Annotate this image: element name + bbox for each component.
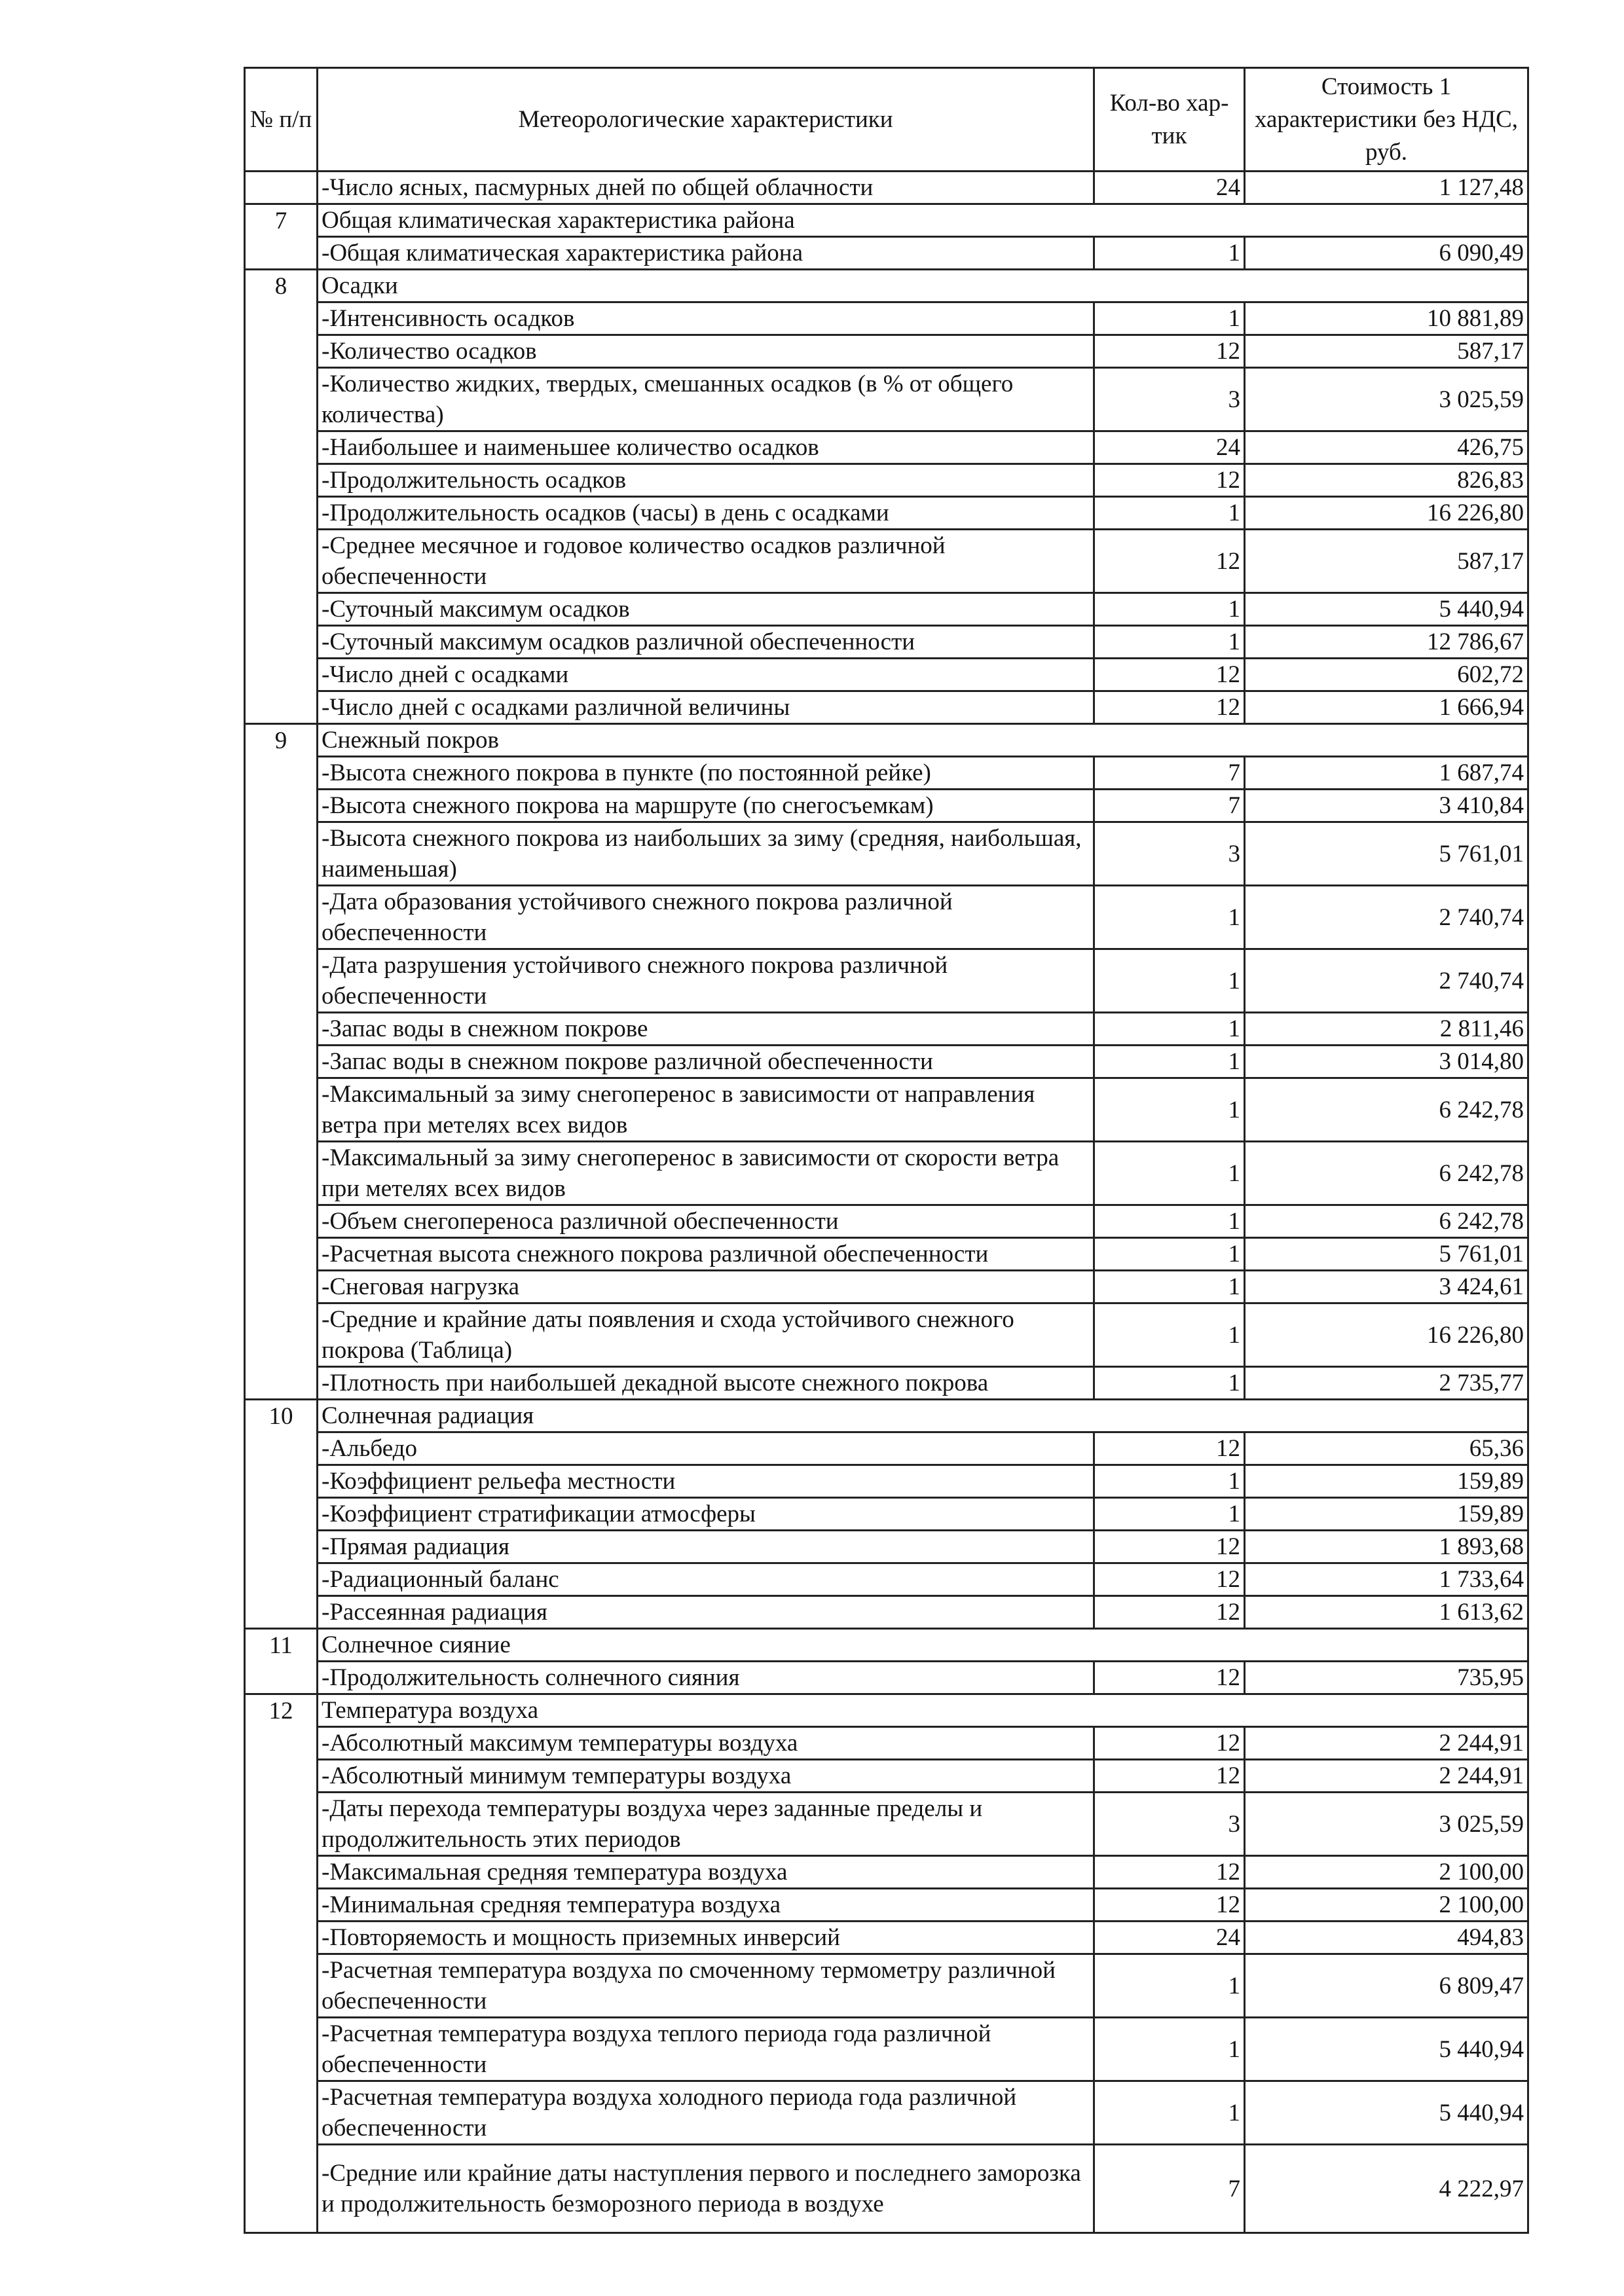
row-count — [1094, 204, 1245, 237]
row-num — [245, 790, 318, 822]
row-name: -Среднее месячное и годовое количество осадков различной обеспеченности — [318, 530, 1094, 593]
table-row — [245, 1367, 1528, 1400]
row-count — [1094, 1629, 1245, 1662]
row-name: -Средние или крайние даты наступления первого и последнего заморозка и продолжительность безморозного периода в воздухе — [318, 2145, 1094, 2233]
row-name: Снежный покров — [318, 724, 1094, 757]
table-row — [245, 593, 1528, 626]
row-count: 1 — [1094, 1367, 1245, 1400]
row-count: 1 — [1094, 1238, 1245, 1271]
row-name: -Запас воды в снежном покрове различной обеспеченности — [318, 1046, 1094, 1078]
row-count: 7 — [1094, 2145, 1245, 2233]
row-num — [245, 626, 318, 659]
row-count: 12 — [1094, 464, 1245, 497]
row-price: 2 735,77 — [1245, 1367, 1528, 1400]
table-row — [245, 1465, 1528, 1498]
row-name: -Расчетная температура воздуха по смоченному термометру различной обеспеченности — [318, 1954, 1094, 2018]
table-row — [245, 1922, 1528, 1954]
row-count: 1 — [1094, 949, 1245, 1013]
row-num — [245, 2145, 318, 2233]
row-price: 6 242,78 — [1245, 1078, 1528, 1142]
row-name: -Средние и крайние даты появления и схода устойчивого снежного покрова (Таблица) — [318, 1303, 1094, 1367]
table-row — [245, 2145, 1528, 2233]
table-row — [245, 530, 1528, 593]
row-name: -Снеговая нагрузка — [318, 1271, 1094, 1303]
row-name: -Рассеянная радиация — [318, 1596, 1094, 1629]
table-row — [245, 1432, 1528, 1465]
table-header — [245, 68, 1528, 172]
row-name: -Коэффициент рельефа местности — [318, 1465, 1094, 1498]
row-name: -Число ясных, пасмурных дней по общей облачности — [318, 172, 1094, 204]
table-row — [245, 497, 1528, 530]
table-row — [245, 237, 1528, 270]
section-row — [245, 270, 1528, 302]
row-count: 1 — [1094, 2081, 1245, 2145]
row-price: 2 100,00 — [1245, 1889, 1528, 1922]
row-num: 12 — [245, 1694, 318, 1727]
row-count: 1 — [1094, 1046, 1245, 1078]
row-price: 3 025,59 — [1245, 1793, 1528, 1856]
row-price: 16 226,80 — [1245, 497, 1528, 530]
table-row — [245, 626, 1528, 659]
row-num — [245, 1367, 318, 1400]
section-row — [245, 1629, 1528, 1662]
header-count: Кол-во хар-тик — [1094, 68, 1245, 172]
row-price — [1245, 1694, 1528, 1727]
row-count: 1 — [1094, 1078, 1245, 1142]
section-row — [245, 1400, 1528, 1432]
row-price: 2 811,46 — [1245, 1013, 1528, 1046]
row-num — [245, 1205, 318, 1238]
row-num — [245, 886, 318, 949]
row-name: -Высота снежного покрова из наибольших за зиму (средняя, наибольшая, наименьшая) — [318, 822, 1094, 886]
row-price — [1245, 270, 1528, 302]
table-row — [245, 1498, 1528, 1531]
row-count — [1094, 1694, 1245, 1727]
table-row — [245, 1303, 1528, 1367]
row-price: 6 242,78 — [1245, 1142, 1528, 1205]
row-count: 1 — [1094, 237, 1245, 270]
table-row — [245, 335, 1528, 368]
row-count: 24 — [1094, 1922, 1245, 1954]
table-row — [245, 1078, 1528, 1142]
row-name: Солнечное сияние — [318, 1629, 1094, 1662]
table-row — [245, 1889, 1528, 1922]
row-name: -Расчетная температура воздуха холодного периода года различной обеспеченности — [318, 2081, 1094, 2145]
table-row — [245, 1954, 1528, 2018]
table-row — [245, 886, 1528, 949]
row-num — [245, 1465, 318, 1498]
row-count: 1 — [1094, 2018, 1245, 2081]
row-price — [1245, 1400, 1528, 1432]
row-price: 2 740,74 — [1245, 949, 1528, 1013]
row-count: 12 — [1094, 1856, 1245, 1889]
row-name: -Повторяемость и мощность приземных инверсий — [318, 1922, 1094, 1954]
row-count: 1 — [1094, 497, 1245, 530]
row-count: 24 — [1094, 431, 1245, 464]
row-count: 1 — [1094, 886, 1245, 949]
row-count: 1 — [1094, 593, 1245, 626]
row-count: 1 — [1094, 1205, 1245, 1238]
row-name: -Коэффициент стратификации атмосферы — [318, 1498, 1094, 1531]
row-count: 1 — [1094, 626, 1245, 659]
row-count: 12 — [1094, 1662, 1245, 1694]
table-row — [245, 691, 1528, 724]
row-price: 159,89 — [1245, 1465, 1528, 1498]
row-price: 1 687,74 — [1245, 757, 1528, 790]
row-price: 587,17 — [1245, 335, 1528, 368]
row-num — [245, 659, 318, 691]
table-row — [245, 464, 1528, 497]
row-num — [245, 1922, 318, 1954]
row-count: 7 — [1094, 790, 1245, 822]
table-row — [245, 302, 1528, 335]
row-price — [1245, 204, 1528, 237]
row-name: -Максимальный за зиму снегоперенос в зависимости от направления ветра при метелях всех видов — [318, 1078, 1094, 1142]
row-num — [245, 172, 318, 204]
row-num — [245, 1954, 318, 2018]
row-num — [245, 1303, 318, 1367]
row-num — [245, 1856, 318, 1889]
row-num: 7 — [245, 204, 318, 237]
row-name: -Максимальный за зиму снегоперенос в зависимости от скорости ветра при метелях всех видов — [318, 1142, 1094, 1205]
row-num — [245, 1727, 318, 1760]
row-name: -Интенсивность осадков — [318, 302, 1094, 335]
row-count: 1 — [1094, 1303, 1245, 1367]
row-price: 12 786,67 — [1245, 626, 1528, 659]
row-name: Общая климатическая характеристика района — [318, 204, 1094, 237]
row-num — [245, 368, 318, 431]
row-num — [245, 431, 318, 464]
row-name: -Число дней с осадками различной величины — [318, 691, 1094, 724]
row-count: 12 — [1094, 335, 1245, 368]
row-count: 12 — [1094, 659, 1245, 691]
row-count: 24 — [1094, 172, 1245, 204]
row-price: 159,89 — [1245, 1498, 1528, 1531]
table-row — [245, 1142, 1528, 1205]
row-count: 1 — [1094, 1271, 1245, 1303]
row-name: -Максимальная средняя температура воздуха — [318, 1856, 1094, 1889]
row-price: 3 424,61 — [1245, 1271, 1528, 1303]
row-price: 2 244,91 — [1245, 1760, 1528, 1793]
row-name: -Количество жидких, твердых, смешанных осадков (в % от общего количества) — [318, 368, 1094, 431]
row-name: -Даты перехода температуры воздуха через заданные пределы и продолжительность этих периодов — [318, 1793, 1094, 1856]
row-num — [245, 1760, 318, 1793]
table-row — [245, 1563, 1528, 1596]
row-num — [245, 1596, 318, 1629]
section-row — [245, 204, 1528, 237]
row-num — [245, 2081, 318, 2145]
row-count: 12 — [1094, 1563, 1245, 1596]
row-name: -Дата разрушения устойчивого снежного покрова различной обеспеченности — [318, 949, 1094, 1013]
row-count: 1 — [1094, 1498, 1245, 1531]
row-count: 12 — [1094, 1889, 1245, 1922]
row-price: 10 881,89 — [1245, 302, 1528, 335]
row-price: 2 244,91 — [1245, 1727, 1528, 1760]
row-price: 1 127,48 — [1245, 172, 1528, 204]
row-num — [245, 497, 318, 530]
row-price: 1 893,68 — [1245, 1531, 1528, 1563]
row-num — [245, 1531, 318, 1563]
row-price: 6 809,47 — [1245, 1954, 1528, 2018]
header-price: Стоимость 1 характеристики без НДС, руб. — [1245, 68, 1528, 172]
table-row — [245, 1856, 1528, 1889]
row-price: 2 740,74 — [1245, 886, 1528, 949]
row-name: -Прямая радиация — [318, 1531, 1094, 1563]
row-name: -Высота снежного покрова в пункте (по постоянной рейке) — [318, 757, 1094, 790]
row-name: -Суточный максимум осадков различной обеспеченности — [318, 626, 1094, 659]
table-row — [245, 1596, 1528, 1629]
table-row — [245, 1727, 1528, 1760]
row-price: 1 666,94 — [1245, 691, 1528, 724]
row-count: 12 — [1094, 530, 1245, 593]
row-price: 587,17 — [1245, 530, 1528, 593]
row-num — [245, 1142, 318, 1205]
row-name: -Расчетная высота снежного покрова различной обеспеченности — [318, 1238, 1094, 1271]
row-count: 12 — [1094, 1727, 1245, 1760]
row-price — [1245, 1629, 1528, 1662]
row-name: Солнечная радиация — [318, 1400, 1094, 1432]
table-row — [245, 1205, 1528, 1238]
table-row — [245, 1760, 1528, 1793]
row-name: -Дата образования устойчивого снежного покрова различной обеспеченности — [318, 886, 1094, 949]
row-count: 12 — [1094, 1531, 1245, 1563]
row-name: -Продолжительность солнечного сияния — [318, 1662, 1094, 1694]
row-count — [1094, 724, 1245, 757]
row-price: 5 761,01 — [1245, 1238, 1528, 1271]
row-price: 5 440,94 — [1245, 2081, 1528, 2145]
row-num — [245, 1662, 318, 1694]
row-num — [245, 335, 318, 368]
row-num — [245, 757, 318, 790]
row-price: 4 222,97 — [1245, 2145, 1528, 2233]
row-num — [245, 691, 318, 724]
table-row — [245, 1662, 1528, 1694]
table-row — [245, 1046, 1528, 1078]
row-name: -Абсолютный максимум температуры воздуха — [318, 1727, 1094, 1760]
row-price: 735,95 — [1245, 1662, 1528, 1694]
table-row — [245, 1238, 1528, 1271]
row-price: 602,72 — [1245, 659, 1528, 691]
header-num: № п/п — [245, 68, 318, 172]
row-name: -Радиационный баланс — [318, 1563, 1094, 1596]
row-count: 1 — [1094, 302, 1245, 335]
row-name: Осадки — [318, 270, 1094, 302]
row-name: -Число дней с осадками — [318, 659, 1094, 691]
table-row — [245, 2018, 1528, 2081]
row-num — [245, 530, 318, 593]
row-count: 12 — [1094, 1760, 1245, 1793]
row-price: 65,36 — [1245, 1432, 1528, 1465]
row-count: 1 — [1094, 1954, 1245, 2018]
row-count: 1 — [1094, 1142, 1245, 1205]
row-num — [245, 1271, 318, 1303]
row-price: 2 100,00 — [1245, 1856, 1528, 1889]
row-price: 826,83 — [1245, 464, 1528, 497]
row-price: 5 440,94 — [1245, 593, 1528, 626]
row-name: -Минимальная средняя температура воздуха — [318, 1889, 1094, 1922]
row-num — [245, 1563, 318, 1596]
row-price: 3 025,59 — [1245, 368, 1528, 431]
row-num — [245, 464, 318, 497]
row-num — [245, 822, 318, 886]
row-count: 1 — [1094, 1013, 1245, 1046]
table-row — [245, 368, 1528, 431]
table-row — [245, 790, 1528, 822]
table-row — [245, 949, 1528, 1013]
row-name: -Высота снежного покрова на маршруте (по снегосъемкам) — [318, 790, 1094, 822]
row-num — [245, 1238, 318, 1271]
row-name: -Количество осадков — [318, 335, 1094, 368]
table-row — [245, 1793, 1528, 1856]
row-num — [245, 1432, 318, 1465]
row-name: -Общая климатическая характеристика района — [318, 237, 1094, 270]
row-price — [1245, 724, 1528, 757]
row-num — [245, 1793, 318, 1856]
table-row — [245, 172, 1528, 204]
row-name: -Расчетная температура воздуха теплого периода года различной обеспеченности — [318, 2018, 1094, 2081]
row-price: 1 733,64 — [1245, 1563, 1528, 1596]
row-count: 3 — [1094, 1793, 1245, 1856]
table-body — [245, 172, 1528, 2233]
section-row — [245, 1694, 1528, 1727]
row-price: 3 014,80 — [1245, 1046, 1528, 1078]
row-name: -Наибольшее и наименьшее количество осадков — [318, 431, 1094, 464]
table-row — [245, 1013, 1528, 1046]
row-num: 10 — [245, 1400, 318, 1432]
row-num: 11 — [245, 1629, 318, 1662]
table-row — [245, 1531, 1528, 1563]
row-num — [245, 593, 318, 626]
row-price: 1 613,62 — [1245, 1596, 1528, 1629]
table-row — [245, 659, 1528, 691]
row-name: -Абсолютный минимум температуры воздуха — [318, 1760, 1094, 1793]
row-num — [245, 1889, 318, 1922]
row-price: 5 761,01 — [1245, 822, 1528, 886]
row-name: -Плотность при наибольшей декадной высоте снежного покрова — [318, 1367, 1094, 1400]
row-name: -Суточный максимум осадков — [318, 593, 1094, 626]
table-row — [245, 757, 1528, 790]
row-count: 12 — [1094, 691, 1245, 724]
row-name: -Объем снегопереноса различной обеспеченности — [318, 1205, 1094, 1238]
row-num — [245, 302, 318, 335]
row-count: 1 — [1094, 1465, 1245, 1498]
row-count — [1094, 270, 1245, 302]
row-count: 3 — [1094, 368, 1245, 431]
row-name: -Альбедо — [318, 1432, 1094, 1465]
meteo-characteristics-table — [244, 67, 1529, 2234]
row-count: 12 — [1094, 1596, 1245, 1629]
header-name: Метеорологические характеристики — [318, 68, 1094, 172]
row-num: 9 — [245, 724, 318, 757]
row-num — [245, 1498, 318, 1531]
row-price: 6 242,78 — [1245, 1205, 1528, 1238]
row-num — [245, 237, 318, 270]
row-name: -Продолжительность осадков — [318, 464, 1094, 497]
row-price: 494,83 — [1245, 1922, 1528, 1954]
row-num: 8 — [245, 270, 318, 302]
row-name: -Запас воды в снежном покрове — [318, 1013, 1094, 1046]
row-count: 3 — [1094, 822, 1245, 886]
section-row — [245, 724, 1528, 757]
table-row — [245, 2081, 1528, 2145]
table-row — [245, 822, 1528, 886]
row-num — [245, 949, 318, 1013]
table-row — [245, 431, 1528, 464]
row-count: 7 — [1094, 757, 1245, 790]
row-price: 6 090,49 — [1245, 237, 1528, 270]
row-price: 426,75 — [1245, 431, 1528, 464]
row-price: 5 440,94 — [1245, 2018, 1528, 2081]
row-name: Температура воздуха — [318, 1694, 1094, 1727]
row-count: 12 — [1094, 1432, 1245, 1465]
row-count — [1094, 1400, 1245, 1432]
row-num — [245, 1046, 318, 1078]
row-num — [245, 1013, 318, 1046]
row-num — [245, 1078, 318, 1142]
row-name: -Продолжительность осадков (часы) в день с осадками — [318, 497, 1094, 530]
row-price: 3 410,84 — [1245, 790, 1528, 822]
row-price: 16 226,80 — [1245, 1303, 1528, 1367]
table-row — [245, 1271, 1528, 1303]
row-num — [245, 2018, 318, 2081]
